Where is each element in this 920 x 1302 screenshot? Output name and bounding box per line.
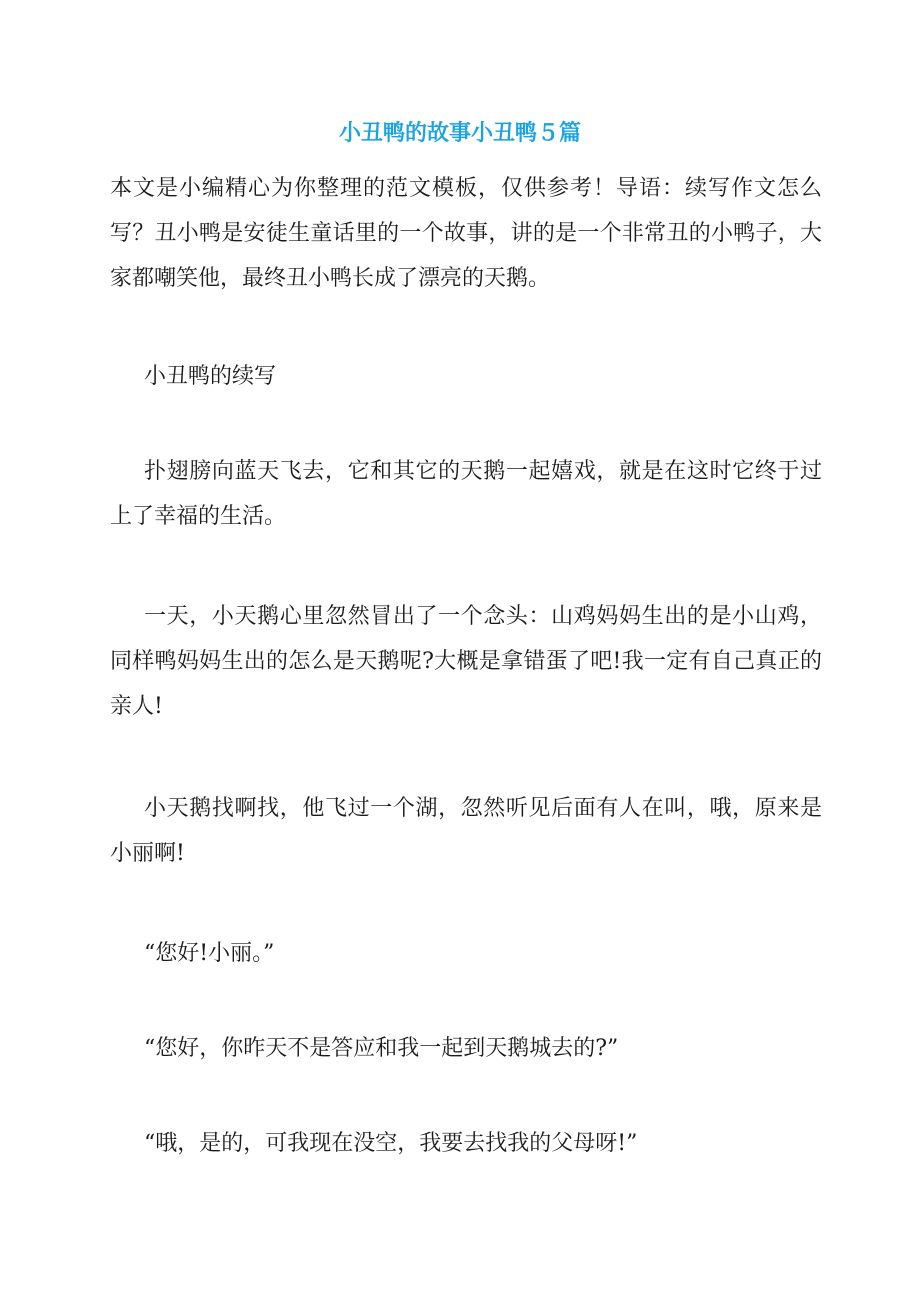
section-heading: 小丑鸭的续写 <box>144 364 277 389</box>
dialogue-line: “哦，是的，可我现在没空，我要去找我的父母呀!” <box>144 1131 638 1156</box>
dialogue-line: “您好，你昨天不是答应和我一起到天鹅城去的?” <box>144 1036 619 1061</box>
intro-paragraph: 本文是小编精心为你整理的范文模板，仅供参考！导语：续写作文怎么写？丑小鸭是安徒生童话里的一个故事，讲的是一个非常丑的小鸭子，大家都嘲笑他，最终丑小鸭长成了漂亮的天鹅。 <box>110 176 822 291</box>
body-paragraph: 一天，小天鹅心里忽然冒出了一个念头：山鸡妈妈生出的是小山鸡，同样鸭妈妈生出的怎么是天鹅呢?大概是拿错蛋了吧!我一定有自己真正的亲人! <box>110 604 822 719</box>
body-paragraph: 扑翅膀向蓝天飞去，它和其它的天鹅一起嬉戏，就是在这时它终于过上了幸福的生活。 <box>110 459 822 529</box>
dialogue-line: “您好!小丽。” <box>144 941 275 966</box>
document-title: 小丑鸭的故事小丑鸭５篇 <box>338 120 581 146</box>
body-paragraph: 小天鹅找啊找，他飞过一个湖，忽然听见后面有人在叫，哦，原来是小丽啊! <box>110 796 822 866</box>
